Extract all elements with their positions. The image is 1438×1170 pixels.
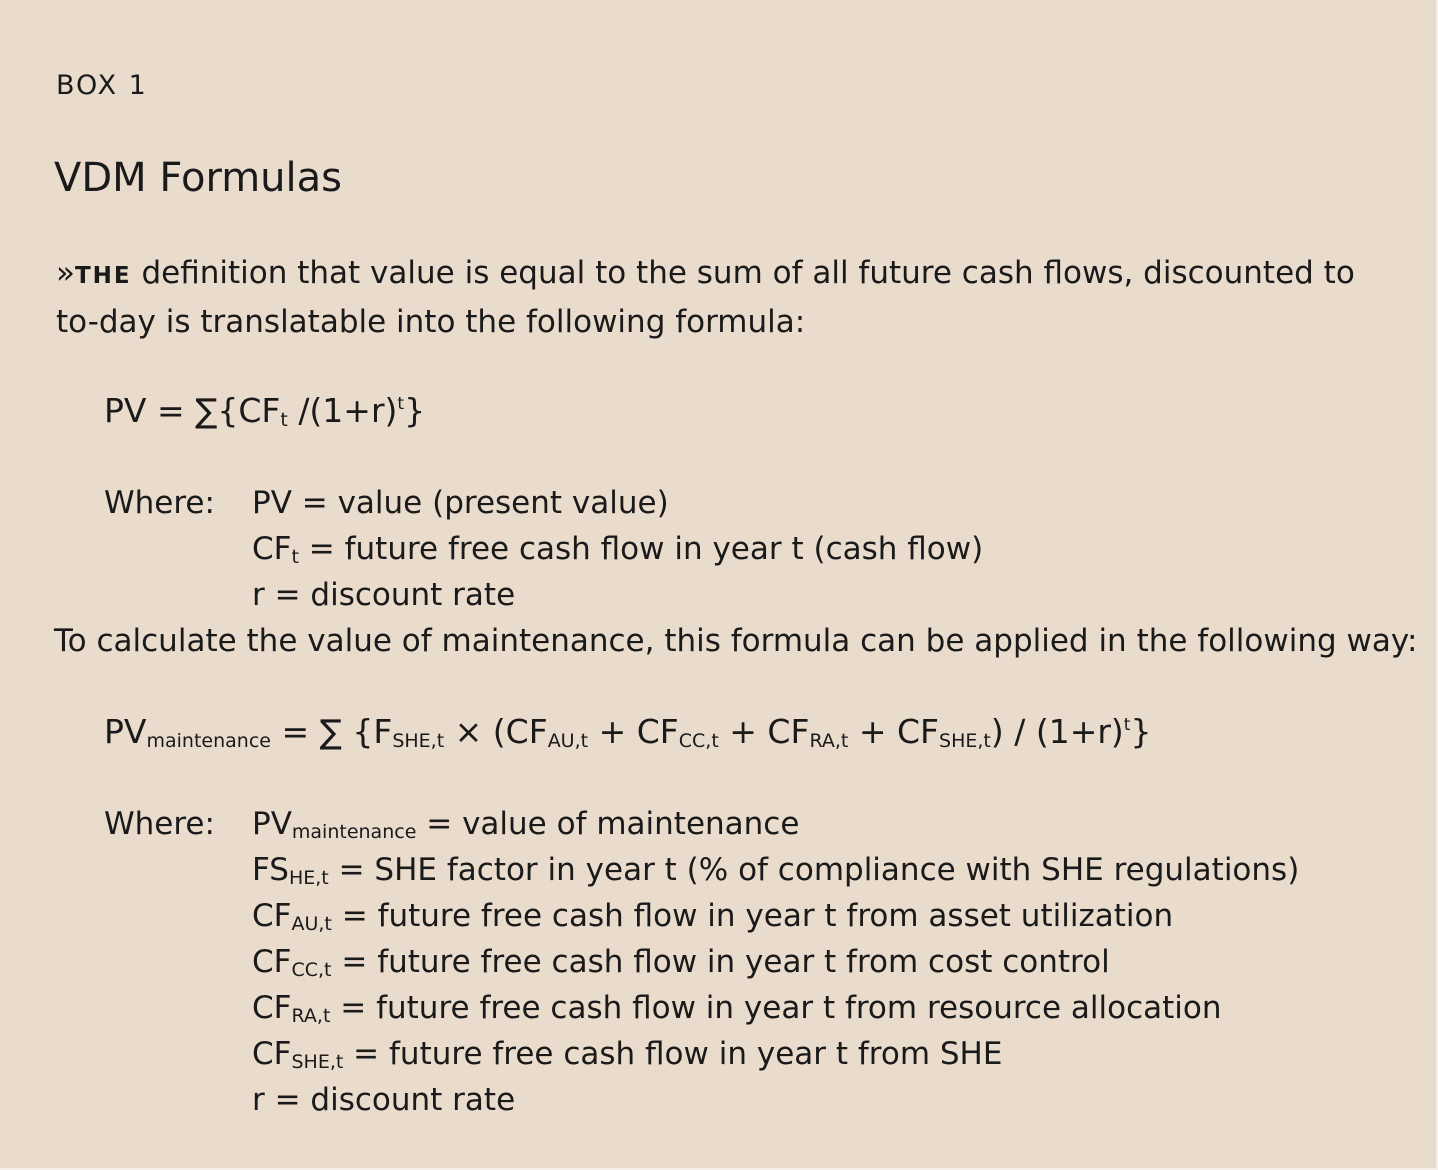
where-label: Where: (104, 485, 215, 521)
formula-superscript: t (1123, 715, 1131, 735)
formula-part: } (404, 391, 426, 430)
intro-text: definition that value is equal to the sum of all future cash flows, discounted to to-day is translatable into the following formula: (56, 255, 1355, 340)
formula-subscript: SHE,t (392, 730, 445, 752)
present-value-formula (104, 388, 425, 434)
maintenance-value-formula (104, 709, 1151, 755)
lead-word: THE (74, 263, 132, 289)
definition-text: = future free cash flow in year t from cost control (331, 944, 1110, 980)
formula-part: PV (104, 712, 147, 751)
formula-subscript: AU,t (547, 730, 589, 752)
intro-paragraph (56, 250, 1386, 345)
definition-text: = future free cash flow in year t from SHE (343, 1036, 1003, 1072)
definition-symbol: CF (252, 990, 292, 1026)
definition-subscript: CC,t (291, 959, 332, 981)
formula-part: /(1+r) (287, 391, 398, 430)
definition-subscript: t (291, 546, 299, 568)
definition-text: r = discount rate (252, 1082, 516, 1118)
definition-subscript: SHE,t (291, 1051, 344, 1073)
definition-symbol: CF (252, 531, 292, 567)
definition-line (252, 939, 1299, 985)
definition-list (252, 480, 983, 618)
definition-subscript: maintenance (291, 821, 417, 843)
application-paragraph: To calculate the value of maintenance, this formula can be applied in the following way: (54, 623, 1418, 659)
formula-part: × (CF (444, 712, 548, 751)
formula-subscript: CC,t (678, 730, 719, 752)
definition-symbol: CF (252, 1036, 292, 1072)
definition-text: r = discount rate (252, 577, 516, 613)
box-title: VDM Formulas (54, 155, 342, 201)
definition-line (252, 1031, 1299, 1077)
formula-part: + CF (848, 712, 940, 751)
definition-line (252, 572, 983, 618)
definition-text: = future free cash flow in year t from asset utilization (331, 898, 1174, 934)
definition-line (252, 480, 983, 526)
formula-subscript: t (280, 409, 288, 431)
definition-subscript: AU,t (291, 913, 332, 935)
box-label: BOX 1 (56, 70, 148, 101)
formula-part: + CF (718, 712, 810, 751)
formula-subscript: maintenance (146, 730, 271, 752)
formula-subscript: SHE,t (939, 730, 991, 752)
definition-subscript: HE,t (288, 867, 329, 889)
definition-text: = value of maintenance (416, 806, 800, 842)
definition-line (252, 893, 1299, 939)
definition-symbol: CF (252, 944, 292, 980)
definition-list (252, 801, 1299, 1123)
definition-symbol: FS (252, 852, 289, 888)
definition-text: PV = value (present value) (252, 485, 669, 521)
lead-marker: » (56, 255, 75, 291)
formula-part: ) / (1+r) (990, 712, 1124, 751)
formula-part: + CF (588, 712, 679, 751)
formula-part: PV = ∑{CF (104, 391, 281, 430)
where-label: Where: (104, 806, 215, 842)
formula-part: } (1130, 712, 1152, 751)
formula-subscript: RA,t (809, 730, 849, 752)
definition-line (252, 1077, 1299, 1123)
definition-text: = SHE factor in year t (% of compliance with SHE regulations) (328, 852, 1300, 888)
definition-line (252, 801, 1299, 847)
definition-text: = future free cash flow in year t from resource allocation (330, 990, 1222, 1026)
formula-superscript: t (397, 394, 405, 414)
definition-symbol: PV (252, 806, 292, 842)
definition-symbol: CF (252, 898, 292, 934)
definition-line (252, 526, 983, 572)
definition-line (252, 847, 1299, 893)
formula-part: = ∑ {F (270, 712, 393, 751)
definition-line (252, 985, 1299, 1031)
definition-text: = future free cash flow in year t (cash flow) (298, 531, 984, 567)
definition-subscript: RA,t (291, 1005, 331, 1027)
